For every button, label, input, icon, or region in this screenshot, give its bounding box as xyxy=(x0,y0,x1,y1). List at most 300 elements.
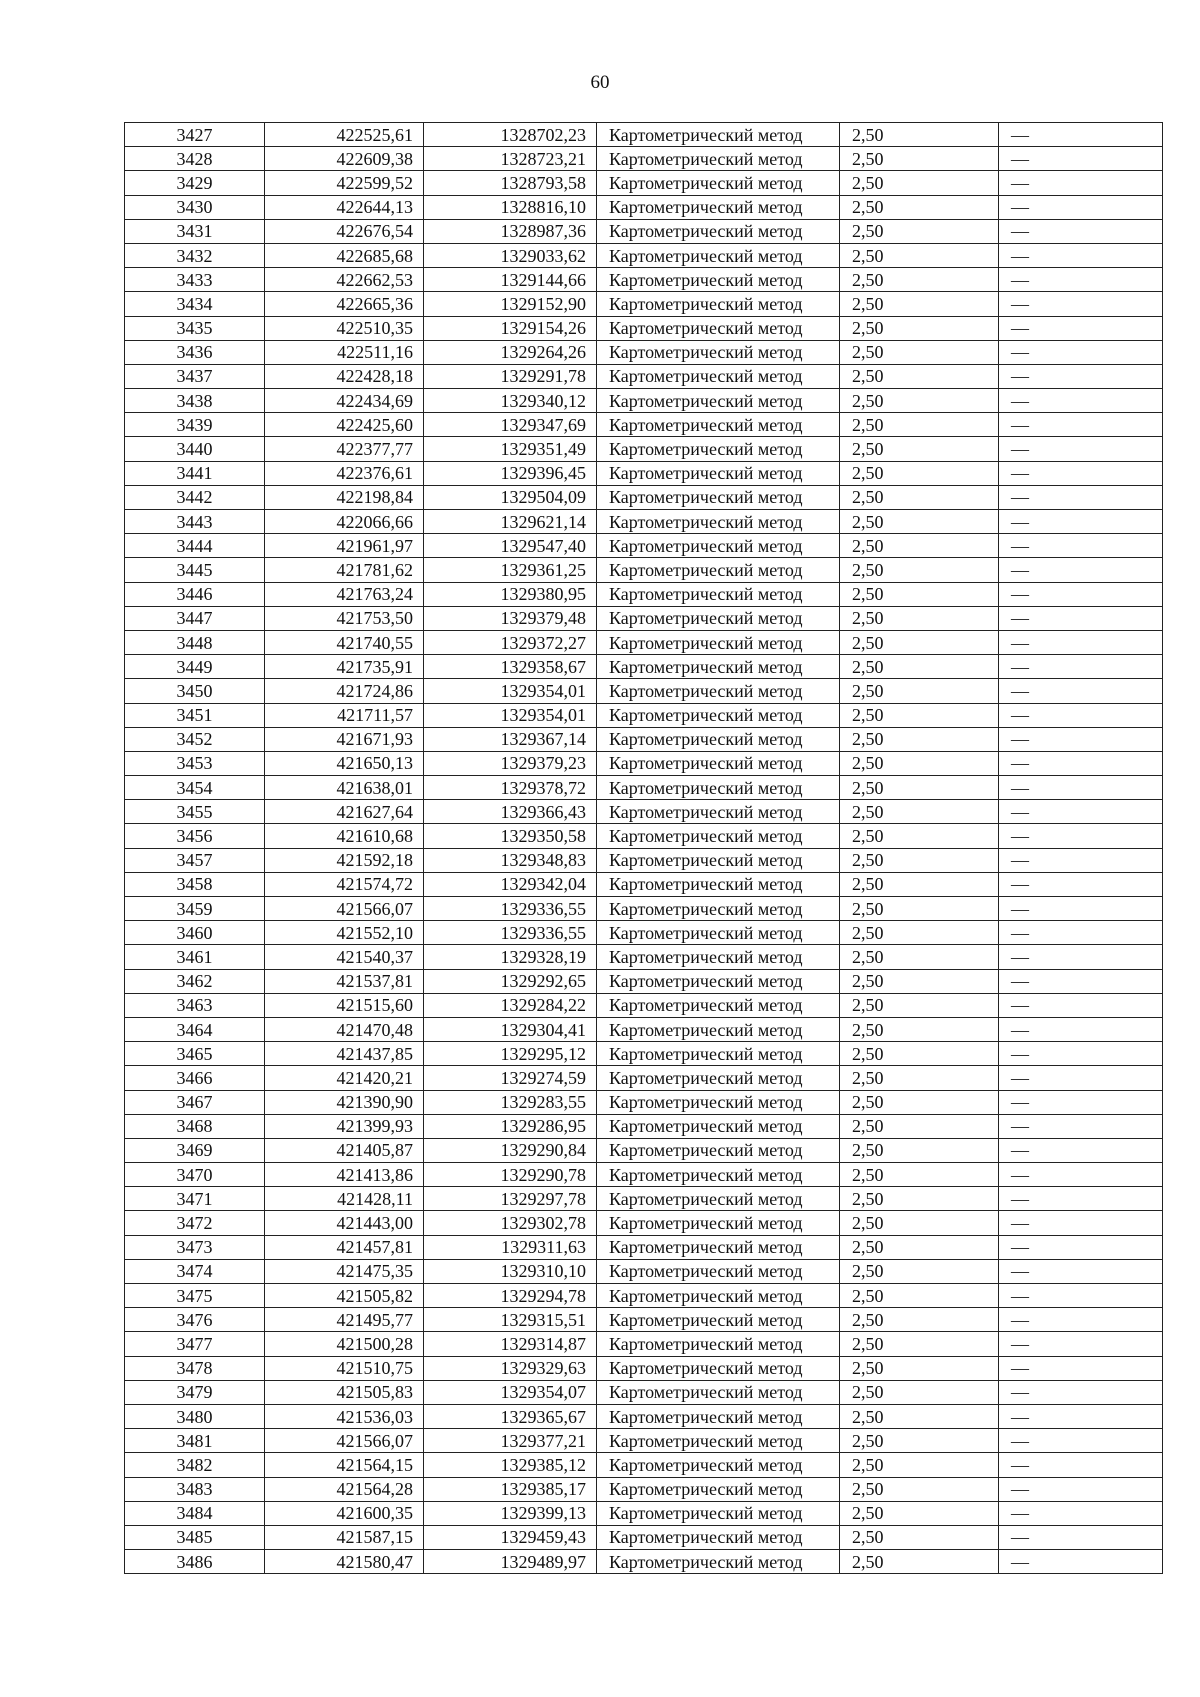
method-cell: Картометрический метод xyxy=(597,485,840,509)
note-cell: — xyxy=(999,1211,1163,1235)
x-coordinate-cell: 421711,57 xyxy=(265,703,424,727)
y-coordinate-cell: 1329304,41 xyxy=(424,1017,597,1041)
table-row xyxy=(125,582,1163,606)
note-cell: — xyxy=(999,340,1163,364)
accuracy-cell: 2,50 xyxy=(840,510,999,534)
x-coordinate-cell: 421420,21 xyxy=(265,1066,424,1090)
x-coordinate-cell: 421390,90 xyxy=(265,1090,424,1114)
point-number-cell: 3449 xyxy=(125,655,265,679)
y-coordinate-cell: 1329336,55 xyxy=(424,921,597,945)
note-cell: — xyxy=(999,993,1163,1017)
table-row xyxy=(125,848,1163,872)
point-number-cell: 3464 xyxy=(125,1017,265,1041)
accuracy-cell: 2,50 xyxy=(840,582,999,606)
accuracy-cell: 2,50 xyxy=(840,1187,999,1211)
note-cell: — xyxy=(999,1187,1163,1211)
accuracy-cell: 2,50 xyxy=(840,461,999,485)
method-cell: Картометрический метод xyxy=(597,1477,840,1501)
method-cell: Картометрический метод xyxy=(597,751,840,775)
accuracy-cell: 2,50 xyxy=(840,993,999,1017)
x-coordinate-cell: 422665,36 xyxy=(265,292,424,316)
method-cell: Картометрический метод xyxy=(597,1550,840,1574)
x-coordinate-cell: 421475,35 xyxy=(265,1259,424,1283)
point-number-cell: 3433 xyxy=(125,268,265,292)
table-row xyxy=(125,534,1163,558)
table-row xyxy=(125,727,1163,751)
table-row xyxy=(125,364,1163,388)
table-row xyxy=(125,1211,1163,1235)
y-coordinate-cell: 1328702,23 xyxy=(424,123,597,147)
x-coordinate-cell: 421413,86 xyxy=(265,1163,424,1187)
accuracy-cell: 2,50 xyxy=(840,872,999,896)
x-coordinate-cell: 421510,75 xyxy=(265,1356,424,1380)
method-cell: Картометрический метод xyxy=(597,534,840,558)
method-cell: Картометрический метод xyxy=(597,1066,840,1090)
y-coordinate-cell: 1329315,51 xyxy=(424,1308,597,1332)
y-coordinate-cell: 1329340,12 xyxy=(424,389,597,413)
y-coordinate-cell: 1328816,10 xyxy=(424,195,597,219)
method-cell: Картометрический метод xyxy=(597,1308,840,1332)
point-number-cell: 3439 xyxy=(125,413,265,437)
y-coordinate-cell: 1329547,40 xyxy=(424,534,597,558)
point-number-cell: 3458 xyxy=(125,872,265,896)
note-cell: — xyxy=(999,1477,1163,1501)
table-row xyxy=(125,413,1163,437)
y-coordinate-cell: 1329144,66 xyxy=(424,268,597,292)
note-cell: — xyxy=(999,389,1163,413)
note-cell: — xyxy=(999,316,1163,340)
table-row xyxy=(125,1332,1163,1356)
accuracy-cell: 2,50 xyxy=(840,195,999,219)
note-cell: — xyxy=(999,1066,1163,1090)
x-coordinate-cell: 422685,68 xyxy=(265,243,424,267)
x-coordinate-cell: 421515,60 xyxy=(265,993,424,1017)
table-row xyxy=(125,1284,1163,1308)
point-number-cell: 3476 xyxy=(125,1308,265,1332)
y-coordinate-cell: 1329311,63 xyxy=(424,1235,597,1259)
table-row xyxy=(125,147,1163,171)
method-cell: Картометрический метод xyxy=(597,1017,840,1041)
method-cell: Картометрический метод xyxy=(597,413,840,437)
x-coordinate-cell: 421600,35 xyxy=(265,1501,424,1525)
note-cell: — xyxy=(999,147,1163,171)
accuracy-cell: 2,50 xyxy=(840,969,999,993)
x-coordinate-cell: 421650,13 xyxy=(265,751,424,775)
point-number-cell: 3436 xyxy=(125,340,265,364)
x-coordinate-cell: 421443,00 xyxy=(265,1211,424,1235)
x-coordinate-cell: 421566,07 xyxy=(265,897,424,921)
y-coordinate-cell: 1329347,69 xyxy=(424,413,597,437)
y-coordinate-cell: 1329264,26 xyxy=(424,340,597,364)
y-coordinate-cell: 1329286,95 xyxy=(424,1114,597,1138)
point-number-cell: 3431 xyxy=(125,219,265,243)
y-coordinate-cell: 1329290,84 xyxy=(424,1138,597,1162)
table-row xyxy=(125,1090,1163,1114)
y-coordinate-cell: 1329351,49 xyxy=(424,437,597,461)
x-coordinate-cell: 421740,55 xyxy=(265,630,424,654)
table-row xyxy=(125,945,1163,969)
y-coordinate-cell: 1329290,78 xyxy=(424,1163,597,1187)
table-row xyxy=(125,751,1163,775)
y-coordinate-cell: 1329361,25 xyxy=(424,558,597,582)
note-cell: — xyxy=(999,195,1163,219)
x-coordinate-cell: 421671,93 xyxy=(265,727,424,751)
accuracy-cell: 2,50 xyxy=(840,1066,999,1090)
accuracy-cell: 2,50 xyxy=(840,1017,999,1041)
x-coordinate-cell: 421500,28 xyxy=(265,1332,424,1356)
point-number-cell: 3484 xyxy=(125,1501,265,1525)
method-cell: Картометрический метод xyxy=(597,268,840,292)
method-cell: Картометрический метод xyxy=(597,292,840,316)
point-number-cell: 3483 xyxy=(125,1477,265,1501)
table-row xyxy=(125,485,1163,509)
y-coordinate-cell: 1329621,14 xyxy=(424,510,597,534)
table-row xyxy=(125,219,1163,243)
point-number-cell: 3479 xyxy=(125,1380,265,1404)
accuracy-cell: 2,50 xyxy=(840,751,999,775)
method-cell: Картометрический метод xyxy=(597,389,840,413)
note-cell: — xyxy=(999,437,1163,461)
note-cell: — xyxy=(999,558,1163,582)
accuracy-cell: 2,50 xyxy=(840,1380,999,1404)
table-row xyxy=(125,1356,1163,1380)
y-coordinate-cell: 1329314,87 xyxy=(424,1332,597,1356)
x-coordinate-cell: 421566,07 xyxy=(265,1429,424,1453)
note-cell: — xyxy=(999,1017,1163,1041)
note-cell: — xyxy=(999,268,1163,292)
y-coordinate-cell: 1329366,43 xyxy=(424,800,597,824)
x-coordinate-cell: 422510,35 xyxy=(265,316,424,340)
table-row xyxy=(125,1163,1163,1187)
y-coordinate-cell: 1329342,04 xyxy=(424,872,597,896)
table-row xyxy=(125,123,1163,147)
y-coordinate-cell: 1329385,12 xyxy=(424,1453,597,1477)
accuracy-cell: 2,50 xyxy=(840,1404,999,1428)
accuracy-cell: 2,50 xyxy=(840,1477,999,1501)
point-number-cell: 3455 xyxy=(125,800,265,824)
point-number-cell: 3454 xyxy=(125,776,265,800)
accuracy-cell: 2,50 xyxy=(840,147,999,171)
point-number-cell: 3428 xyxy=(125,147,265,171)
method-cell: Картометрический метод xyxy=(597,1114,840,1138)
accuracy-cell: 2,50 xyxy=(840,800,999,824)
table-row xyxy=(125,897,1163,921)
x-coordinate-cell: 421399,93 xyxy=(265,1114,424,1138)
method-cell: Картометрический метод xyxy=(597,1380,840,1404)
y-coordinate-cell: 1329310,10 xyxy=(424,1259,597,1283)
x-coordinate-cell: 422434,69 xyxy=(265,389,424,413)
note-cell: — xyxy=(999,1235,1163,1259)
note-cell: — xyxy=(999,1550,1163,1574)
note-cell: — xyxy=(999,655,1163,679)
method-cell: Картометрический метод xyxy=(597,340,840,364)
y-coordinate-cell: 1329365,67 xyxy=(424,1404,597,1428)
table-row xyxy=(125,1042,1163,1066)
method-cell: Картометрический метод xyxy=(597,800,840,824)
method-cell: Картометрический метод xyxy=(597,243,840,267)
x-coordinate-cell: 421638,01 xyxy=(265,776,424,800)
accuracy-cell: 2,50 xyxy=(840,1163,999,1187)
note-cell: — xyxy=(999,1453,1163,1477)
accuracy-cell: 2,50 xyxy=(840,655,999,679)
x-coordinate-cell: 421564,15 xyxy=(265,1453,424,1477)
y-coordinate-cell: 1329350,58 xyxy=(424,824,597,848)
table-row xyxy=(125,1429,1163,1453)
x-coordinate-cell: 422425,60 xyxy=(265,413,424,437)
y-coordinate-cell: 1329284,22 xyxy=(424,993,597,1017)
method-cell: Картометрический метод xyxy=(597,727,840,751)
x-coordinate-cell: 421587,15 xyxy=(265,1525,424,1549)
note-cell: — xyxy=(999,630,1163,654)
accuracy-cell: 2,50 xyxy=(840,292,999,316)
method-cell: Картометрический метод xyxy=(597,606,840,630)
x-coordinate-cell: 421457,81 xyxy=(265,1235,424,1259)
table-row xyxy=(125,1404,1163,1428)
method-cell: Картометрический метод xyxy=(597,1042,840,1066)
x-coordinate-cell: 421470,48 xyxy=(265,1017,424,1041)
point-number-cell: 3450 xyxy=(125,679,265,703)
table-row xyxy=(125,389,1163,413)
coordinates-table xyxy=(124,122,1163,1574)
note-cell: — xyxy=(999,243,1163,267)
y-coordinate-cell: 1329378,72 xyxy=(424,776,597,800)
y-coordinate-cell: 1329292,65 xyxy=(424,969,597,993)
method-cell: Картометрический метод xyxy=(597,582,840,606)
method-cell: Картометрический метод xyxy=(597,897,840,921)
accuracy-cell: 2,50 xyxy=(840,630,999,654)
point-number-cell: 3475 xyxy=(125,1284,265,1308)
accuracy-cell: 2,50 xyxy=(840,413,999,437)
point-number-cell: 3480 xyxy=(125,1404,265,1428)
note-cell: — xyxy=(999,1284,1163,1308)
x-coordinate-cell: 421781,62 xyxy=(265,558,424,582)
table-row xyxy=(125,437,1163,461)
x-coordinate-cell: 421574,72 xyxy=(265,872,424,896)
method-cell: Картометрический метод xyxy=(597,558,840,582)
method-cell: Картометрический метод xyxy=(597,147,840,171)
x-coordinate-cell: 422525,61 xyxy=(265,123,424,147)
note-cell: — xyxy=(999,969,1163,993)
point-number-cell: 3465 xyxy=(125,1042,265,1066)
y-coordinate-cell: 1328793,58 xyxy=(424,171,597,195)
point-number-cell: 3481 xyxy=(125,1429,265,1453)
y-coordinate-cell: 1329377,21 xyxy=(424,1429,597,1453)
table-row xyxy=(125,1477,1163,1501)
method-cell: Картометрический метод xyxy=(597,316,840,340)
point-number-cell: 3478 xyxy=(125,1356,265,1380)
table-row xyxy=(125,1380,1163,1404)
method-cell: Картометрический метод xyxy=(597,1284,840,1308)
point-number-cell: 3441 xyxy=(125,461,265,485)
table-row xyxy=(125,1017,1163,1041)
table-row xyxy=(125,340,1163,364)
point-number-cell: 3432 xyxy=(125,243,265,267)
note-cell: — xyxy=(999,751,1163,775)
y-coordinate-cell: 1329354,01 xyxy=(424,679,597,703)
x-coordinate-cell: 421405,87 xyxy=(265,1138,424,1162)
table-row xyxy=(125,268,1163,292)
accuracy-cell: 2,50 xyxy=(840,1525,999,1549)
method-cell: Картометрический метод xyxy=(597,461,840,485)
point-number-cell: 3456 xyxy=(125,824,265,848)
point-number-cell: 3451 xyxy=(125,703,265,727)
method-cell: Картометрический метод xyxy=(597,969,840,993)
x-coordinate-cell: 421505,82 xyxy=(265,1284,424,1308)
accuracy-cell: 2,50 xyxy=(840,364,999,388)
point-number-cell: 3474 xyxy=(125,1259,265,1283)
accuracy-cell: 2,50 xyxy=(840,123,999,147)
point-number-cell: 3448 xyxy=(125,630,265,654)
y-coordinate-cell: 1329385,17 xyxy=(424,1477,597,1501)
accuracy-cell: 2,50 xyxy=(840,1235,999,1259)
note-cell: — xyxy=(999,413,1163,437)
method-cell: Картометрический метод xyxy=(597,1356,840,1380)
note-cell: — xyxy=(999,461,1163,485)
table-row xyxy=(125,824,1163,848)
point-number-cell: 3446 xyxy=(125,582,265,606)
method-cell: Картометрический метод xyxy=(597,1404,840,1428)
y-coordinate-cell: 1329358,67 xyxy=(424,655,597,679)
note-cell: — xyxy=(999,1090,1163,1114)
note-cell: — xyxy=(999,485,1163,509)
accuracy-cell: 2,50 xyxy=(840,340,999,364)
accuracy-cell: 2,50 xyxy=(840,776,999,800)
x-coordinate-cell: 421537,81 xyxy=(265,969,424,993)
accuracy-cell: 2,50 xyxy=(840,534,999,558)
note-cell: — xyxy=(999,1308,1163,1332)
method-cell: Картометрический метод xyxy=(597,1525,840,1549)
method-cell: Картометрический метод xyxy=(597,1187,840,1211)
method-cell: Картометрический метод xyxy=(597,195,840,219)
table-row xyxy=(125,510,1163,534)
point-number-cell: 3466 xyxy=(125,1066,265,1090)
y-coordinate-cell: 1328987,36 xyxy=(424,219,597,243)
table-row xyxy=(125,993,1163,1017)
accuracy-cell: 2,50 xyxy=(840,703,999,727)
table-row xyxy=(125,1501,1163,1525)
table-row xyxy=(125,1259,1163,1283)
method-cell: Картометрический метод xyxy=(597,1429,840,1453)
note-cell: — xyxy=(999,606,1163,630)
point-number-cell: 3427 xyxy=(125,123,265,147)
y-coordinate-cell: 1329274,59 xyxy=(424,1066,597,1090)
y-coordinate-cell: 1329396,45 xyxy=(424,461,597,485)
x-coordinate-cell: 421495,77 xyxy=(265,1308,424,1332)
table-row xyxy=(125,1525,1163,1549)
note-cell: — xyxy=(999,1380,1163,1404)
accuracy-cell: 2,50 xyxy=(840,1550,999,1574)
point-number-cell: 3429 xyxy=(125,171,265,195)
page-number: 60 xyxy=(590,72,610,93)
y-coordinate-cell: 1329379,48 xyxy=(424,606,597,630)
y-coordinate-cell: 1329294,78 xyxy=(424,1284,597,1308)
table-row xyxy=(125,1066,1163,1090)
y-coordinate-cell: 1329154,26 xyxy=(424,316,597,340)
y-coordinate-cell: 1329367,14 xyxy=(424,727,597,751)
x-coordinate-cell: 422511,16 xyxy=(265,340,424,364)
table-row xyxy=(125,606,1163,630)
note-cell: — xyxy=(999,824,1163,848)
point-number-cell: 3471 xyxy=(125,1187,265,1211)
table-row xyxy=(125,1235,1163,1259)
accuracy-cell: 2,50 xyxy=(840,485,999,509)
note-cell: — xyxy=(999,219,1163,243)
note-cell: — xyxy=(999,800,1163,824)
point-number-cell: 3459 xyxy=(125,897,265,921)
method-cell: Картометрический метод xyxy=(597,364,840,388)
y-coordinate-cell: 1329459,43 xyxy=(424,1525,597,1549)
point-number-cell: 3463 xyxy=(125,993,265,1017)
x-coordinate-cell: 422676,54 xyxy=(265,219,424,243)
point-number-cell: 3477 xyxy=(125,1332,265,1356)
note-cell: — xyxy=(999,897,1163,921)
x-coordinate-cell: 422609,38 xyxy=(265,147,424,171)
accuracy-cell: 2,50 xyxy=(840,268,999,292)
y-coordinate-cell: 1329372,27 xyxy=(424,630,597,654)
accuracy-cell: 2,50 xyxy=(840,1114,999,1138)
x-coordinate-cell: 421592,18 xyxy=(265,848,424,872)
x-coordinate-cell: 421735,91 xyxy=(265,655,424,679)
y-coordinate-cell: 1329152,90 xyxy=(424,292,597,316)
note-cell: — xyxy=(999,1429,1163,1453)
coordinates-table-body xyxy=(125,123,1163,1574)
note-cell: — xyxy=(999,776,1163,800)
method-cell: Картометрический метод xyxy=(597,171,840,195)
point-number-cell: 3434 xyxy=(125,292,265,316)
note-cell: — xyxy=(999,1332,1163,1356)
method-cell: Картометрический метод xyxy=(597,630,840,654)
x-coordinate-cell: 421763,24 xyxy=(265,582,424,606)
point-number-cell: 3442 xyxy=(125,485,265,509)
accuracy-cell: 2,50 xyxy=(840,243,999,267)
method-cell: Картометрический метод xyxy=(597,1453,840,1477)
x-coordinate-cell: 421540,37 xyxy=(265,945,424,969)
y-coordinate-cell: 1329295,12 xyxy=(424,1042,597,1066)
method-cell: Картометрический метод xyxy=(597,123,840,147)
table-row xyxy=(125,776,1163,800)
table-row xyxy=(125,655,1163,679)
table-row xyxy=(125,921,1163,945)
accuracy-cell: 2,50 xyxy=(840,1429,999,1453)
method-cell: Картометрический метод xyxy=(597,921,840,945)
y-coordinate-cell: 1329489,97 xyxy=(424,1550,597,1574)
x-coordinate-cell: 422198,84 xyxy=(265,485,424,509)
accuracy-cell: 2,50 xyxy=(840,921,999,945)
x-coordinate-cell: 422662,53 xyxy=(265,268,424,292)
method-cell: Картометрический метод xyxy=(597,872,840,896)
note-cell: — xyxy=(999,945,1163,969)
y-coordinate-cell: 1329336,55 xyxy=(424,897,597,921)
note-cell: — xyxy=(999,1163,1163,1187)
y-coordinate-cell: 1329379,23 xyxy=(424,751,597,775)
accuracy-cell: 2,50 xyxy=(840,824,999,848)
y-coordinate-cell: 1329291,78 xyxy=(424,364,597,388)
point-number-cell: 3453 xyxy=(125,751,265,775)
point-number-cell: 3440 xyxy=(125,437,265,461)
y-coordinate-cell: 1329504,09 xyxy=(424,485,597,509)
y-coordinate-cell: 1329033,62 xyxy=(424,243,597,267)
method-cell: Картометрический метод xyxy=(597,1211,840,1235)
note-cell: — xyxy=(999,848,1163,872)
point-number-cell: 3482 xyxy=(125,1453,265,1477)
note-cell: — xyxy=(999,1501,1163,1525)
note-cell: — xyxy=(999,364,1163,388)
table-row xyxy=(125,171,1163,195)
point-number-cell: 3457 xyxy=(125,848,265,872)
accuracy-cell: 2,50 xyxy=(840,316,999,340)
point-number-cell: 3470 xyxy=(125,1163,265,1187)
x-coordinate-cell: 421580,47 xyxy=(265,1550,424,1574)
